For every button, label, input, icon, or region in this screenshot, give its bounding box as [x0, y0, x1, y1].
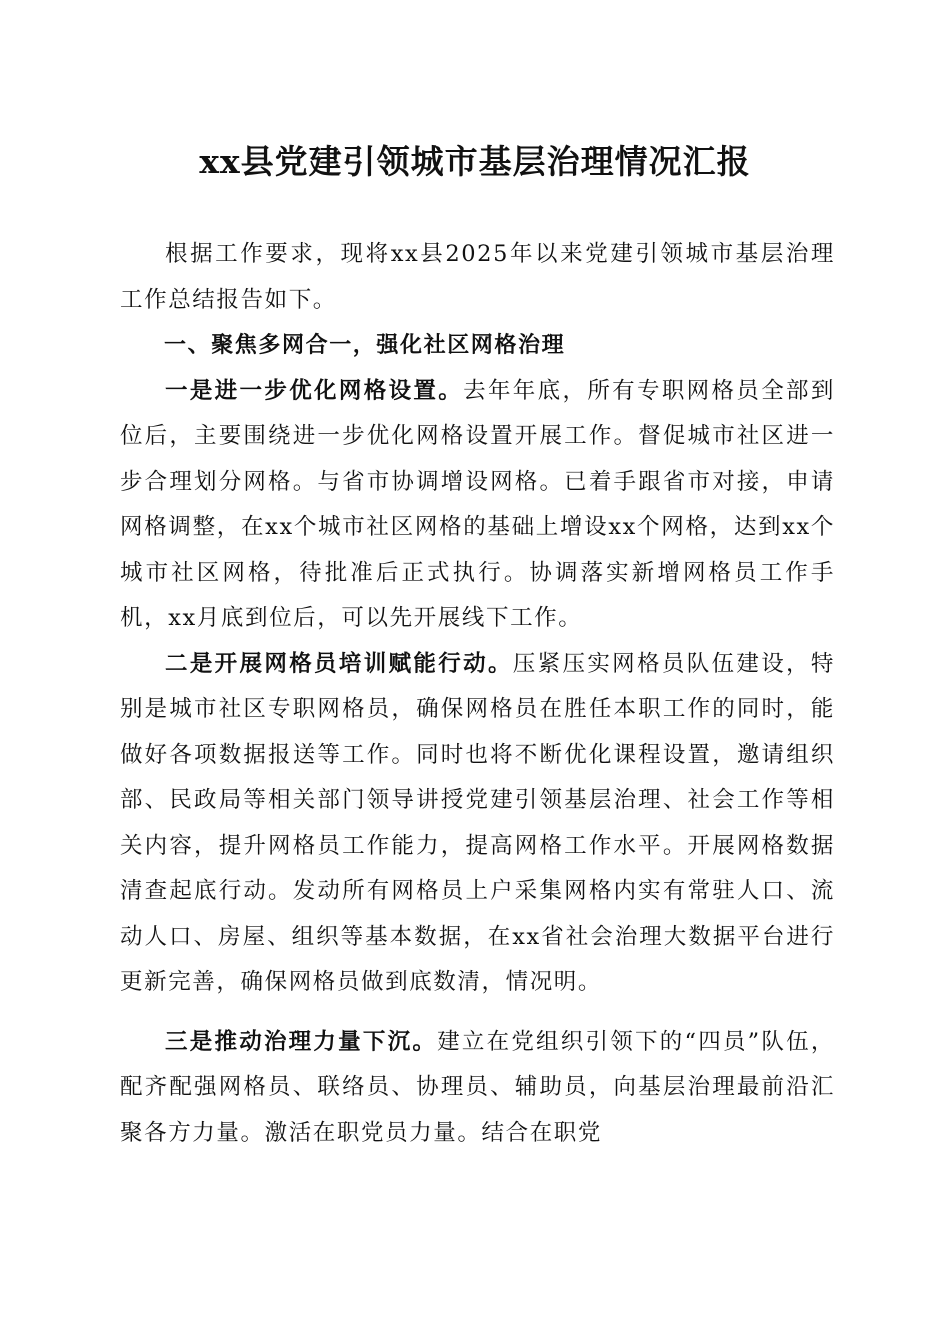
section-heading-1: 一、聚焦多网合一，强化社区网格治理 [164, 333, 566, 358]
paragraph-3-text: 建立在党组织引领下的“四员”队伍，配齐配强网格员、联络员、协理员、辅助员，向基层治理最前沿汇聚各方力量。激活在职党员力量。结合在职党 [120, 1028, 835, 1146]
document-title: xx县党建引领城市基层治理情况汇报 [199, 142, 751, 181]
paragraph-2 [120, 642, 835, 1006]
paragraph-1-lead: 一是进一步优化网格设置。 [165, 377, 464, 404]
intro-paragraph: 根据工作要求，现将xx县2025年以来党建引领城市基层治理工作总结报告如下。 [120, 241, 835, 313]
paragraph-1 [120, 369, 835, 642]
paragraph-3-lead: 三是推动治理力量下沉。 [165, 1028, 438, 1055]
document-body [120, 232, 835, 1156]
paragraph-3 [120, 1020, 835, 1157]
paragraph-2-lead: 二是开展网格员培训赋能行动。 [165, 650, 513, 677]
paragraph-1-text: 去年年底，所有专职网格员全部到位后，主要围绕进一步优化网格设置开展工作。督促城市社区进一步合理划分网格。与省市协调增设网格。已着手跟省市对接，申请网格调整，在xx个城市社区网格的基础上增设xx个网格，达到xx个城市社区网格，待批准后正式执行。协调落实新增网格员工作手机，xx月底到位后，可以先开展线下工作。 [120, 377, 835, 631]
paragraph-2-text: 压紧压实网格员队伍建设，特别是城市社区专职网格员，确保网格员在胜任本职工作的同时，能做好各项数据报送等工作。同时也将不断优化课程设置，邀请组织部、民政局等相关部门领导讲授党建引领基层治理、社会工作等相关内容，提升网格员工作能力，提高网格工作水平。开展网格数据清查起底行动。发动所有网格员上户采集网格内实有常驻人口、流动人口、房屋、组织等基本数据，在xx省社会治理大数据平台进行更新完善，确保网格员做到底数清，情况明。 [120, 650, 835, 995]
